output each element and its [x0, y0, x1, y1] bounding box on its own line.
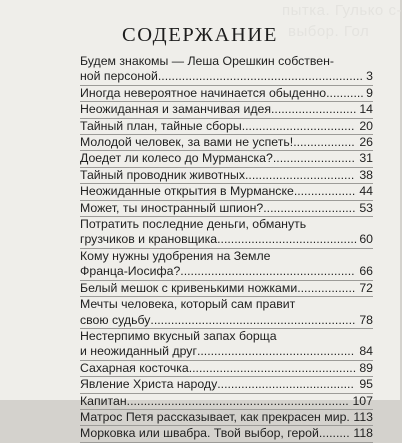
bleed-through-line-2: выбор. Гол [288, 23, 370, 40]
toc-entry-row: Матрос Петя рассказывает, как прекрасен мир . 113 [80, 409, 373, 424]
toc-entry [80, 329, 373, 361]
toc-entry-page-number: 26 [359, 135, 373, 150]
toc-entry [80, 102, 373, 118]
toc-entry-page-number: 78 [359, 312, 373, 327]
toc-entry-row: Капитан ................................................................. 107 [80, 393, 373, 408]
toc-entry-title-line: Неожиданные открытия в Мурманске [80, 184, 294, 199]
toc-entry-title-line: Явление Христа народу [80, 377, 218, 392]
toc-entry [80, 86, 373, 102]
toc-entry-row: и неожиданный друг .............................................. 84 [80, 344, 373, 359]
toc-entry-row: Тайный план, тайные сборы ................................. 20 [80, 118, 373, 133]
toc-entry-page-number: 31 [359, 151, 373, 166]
toc-entry-page-number: 113 [353, 409, 373, 424]
toc-entry-row: Тайный проводник животных ................................ 38 [80, 167, 373, 182]
toc-entry-title-line: Неожиданная и заманчивая идея [80, 102, 271, 117]
toc-entry [80, 217, 373, 249]
toc-entry-row: Может, ты иностранный шпион? ........................... 53 [80, 200, 373, 215]
toc-entry-page-number: 60 [359, 232, 373, 247]
toc-entry-title-line: Мечты человека, который сам правит [80, 297, 296, 312]
toc-entry-title-line: Потратить последние деньги, обмануть [80, 217, 307, 232]
toc-entry-page-number: 118 [353, 426, 373, 441]
toc-entry-title-line: Доедет ли колесо до Мурманска? [80, 151, 273, 166]
toc-entry-row: Неожиданная и заманчивая идея ......................... 14 [80, 102, 373, 117]
toc-entry-title-line: свою судьбу [80, 312, 151, 327]
toc-entry [80, 249, 373, 281]
toc-entry-row: грузчиков и крановщика ......................................... 60 [80, 232, 373, 247]
toc-entry [80, 168, 373, 184]
toc-entry-page-number: 3 [366, 69, 373, 84]
toc-entry-title-line: Белый мешок с кривенькими ножками [80, 280, 298, 295]
toc-entry-page-number: 20 [359, 118, 373, 133]
toc-entry-row: свою судьбу ............................................................ 78 [80, 312, 373, 327]
toc-entry [80, 361, 373, 377]
toc-entry [80, 184, 373, 200]
toc-entry-row: Доедет ли колесо до Мурманска? ........................ 31 [80, 151, 373, 166]
toc-entry [80, 394, 373, 410]
toc-entry-row: Молодой человек, за вами не успеть! .................. 26 [80, 135, 373, 150]
toc-entry-page-number: 84 [359, 344, 373, 359]
toc-entry-row: Сахарная косточка ................................................. 89 [80, 360, 373, 375]
toc-entry-row: Франца-Иосифа? ................................................... 66 [80, 264, 373, 279]
toc-entry-page-number: 14 [359, 102, 373, 117]
toc-entry-title-line: Кому нужны удобрения на Земле [80, 248, 271, 263]
toc-entry-title-line: Будем знакомы — Леша Орешкин собствен- [80, 54, 334, 68]
toc-entry-row: Неожиданные открытия в Мурманске .................. 44 [80, 184, 373, 199]
toc-entry [80, 119, 373, 135]
toc-entry-row: Белый мешок с кривенькими ножками ................. 72 [80, 280, 373, 295]
toc-entry [80, 151, 373, 167]
toc-entry [80, 426, 373, 442]
toc-entry-row: Явление Христа народу ........................................ 95 [80, 377, 373, 392]
toc-entry-title-line: Морковка или швабра. Твой выбор, герой [80, 426, 319, 441]
toc-entry-title-line: грузчиков и крановщика [80, 232, 218, 247]
toc-entry-row: Морковка или швабра. Твой выбор, герой ......... 118 [80, 426, 373, 441]
toc-entry [80, 377, 373, 393]
toc-entry [80, 135, 373, 151]
toc-entry-title-line: ной персоной [80, 69, 158, 84]
toc-entry-title-line: Франца-Иосифа? [80, 264, 181, 279]
toc-entry [80, 281, 373, 297]
toc-entry-page-number: 107 [352, 393, 373, 408]
toc-entry-row: Иногда невероятное начинается обыденно ........... 9 [80, 85, 373, 100]
toc-entry-page-number: 53 [359, 200, 373, 215]
toc-entry [80, 297, 373, 329]
toc-entry [80, 54, 373, 86]
toc-entry-title-line: Нестерпимо вкусный запах борща [80, 328, 277, 343]
toc-entry-title-line: Тайный проводник животных [80, 167, 245, 182]
table-of-contents [80, 54, 373, 443]
toc-entry-title-line: Сахарная косточка [80, 360, 189, 375]
toc-entry-title-line: и неожиданный друг [80, 344, 197, 359]
toc-entry-page-number: 72 [359, 280, 373, 295]
toc-entry-page-number: 89 [359, 360, 373, 375]
toc-entry-page-number: 38 [359, 167, 373, 182]
toc-entry-title-line: Тайный план, тайные сборы [80, 118, 242, 133]
toc-entry-row: ной персоной ............................................................ 3 [80, 69, 373, 84]
toc-entry-page-number: 9 [366, 85, 373, 100]
toc-entry-title-line: Иногда невероятное начинается обыденно [80, 85, 327, 100]
toc-entry-title-line: Молодой человек, за вами не успеть! [80, 135, 294, 150]
bleed-through-line-1: пытка. Гулько с- [282, 2, 402, 19]
toc-entry-page-number: 66 [359, 264, 373, 279]
toc-entry-title-line: Может, ты иностранный шпион? [80, 200, 264, 215]
toc-entry-page-number: 95 [359, 377, 373, 392]
toc-entry-title-line: Матрос Петя рассказывает, как прекрасен мир [80, 409, 347, 424]
page-title: СОДЕРЖАНИЕ [122, 24, 278, 46]
toc-entry-page-number: 44 [359, 184, 373, 199]
toc-entry-title-line: Капитан [80, 393, 127, 408]
toc-entry [80, 410, 373, 426]
toc-entry [80, 201, 373, 217]
